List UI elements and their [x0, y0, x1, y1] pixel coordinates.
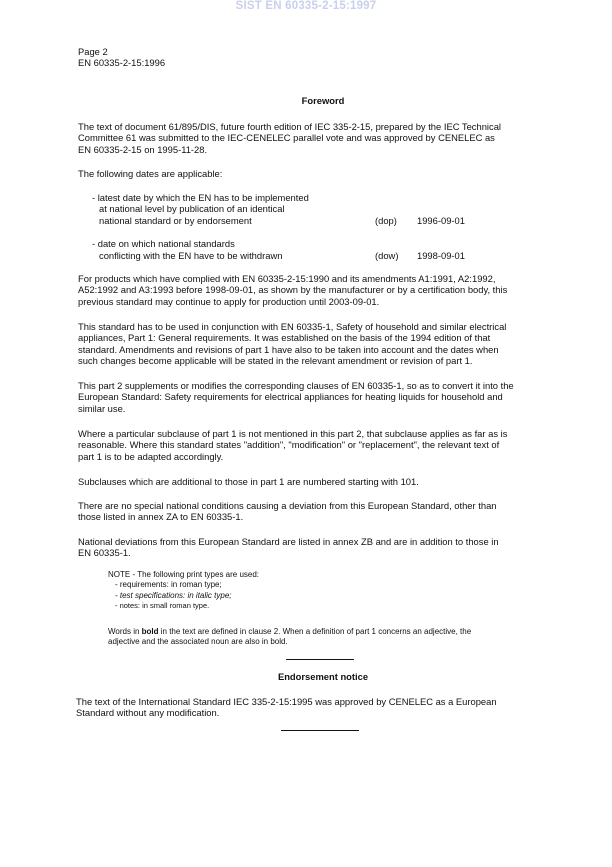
endorsement-line: Standard without any modification. [76, 707, 220, 719]
date-abbr: (dow) [375, 249, 399, 261]
paragraph-numbered [78, 476, 568, 487]
date-desc-line: - date on which national standards [92, 238, 235, 250]
section-divider [286, 659, 354, 660]
print-types-note [108, 570, 568, 612]
paragraph-line: similar use. [78, 402, 126, 414]
date-entry-dop [92, 192, 512, 226]
watermark: SIST EN 60335-2-15:1997 [235, 0, 377, 12]
note-line: adjective and the associated noun are also in bold. [108, 637, 288, 647]
paragraph-line: such changes become applicable will be stated in the relevant amendment or revision of part 1. [78, 355, 473, 367]
paragraph-line: There are no special national conditions causing a deviation from this European Standard, other than [78, 500, 497, 511]
date-desc-line: - latest date by which the EN has to be implemented [92, 192, 309, 203]
bold-words-note [108, 627, 568, 648]
paragraph-line: EN 60335-1. [78, 547, 131, 559]
document-id: EN 60335-2-15:1996 [78, 57, 166, 68]
note-title: NOTE - The following print types are used: [108, 570, 260, 579]
endorsement-heading: Endorsement notice [277, 671, 369, 682]
page-number: Page 2 [78, 46, 108, 57]
intro-line: Committee 61 was submitted to the IEC-CENELEC parallel vote and was approved by CENELEC as [78, 132, 495, 144]
endorsement-text [76, 696, 566, 719]
note-item: - requirements: in roman type; [115, 580, 222, 590]
paragraph-line: National deviations from this European Standard are listed in annex ZB and are in addition to those in [78, 536, 499, 547]
date-desc-line: at national level by publication of an identical [99, 203, 285, 215]
paragraph-line: European Standard: Safety requirements for electrical appliances for heating liquids for household and [78, 391, 503, 403]
paragraph-line: those listed in annex ZA to EN 60335-1. [78, 511, 244, 523]
paragraph-line: appliances, Part 1: General requirements. It was established on the basis of the 1994 edition of that [78, 332, 491, 344]
date-entry-dow [92, 238, 512, 261]
date-desc-line: national standard or by endorsement [99, 214, 252, 226]
paragraph-line: This part 2 supplements or modifies the corresponding clauses of EN 60335-1, so as to convert it into the [78, 380, 514, 391]
page-header [78, 46, 165, 68]
paragraph-deviations [78, 536, 568, 559]
paragraph-line: part 1 is to be adapted accordingly. [78, 450, 224, 462]
paragraph-supplements [78, 380, 568, 414]
date-abbr: (dop) [375, 214, 397, 226]
paragraph-subclause [78, 428, 568, 462]
note-item: - test specifications: in italic type; [115, 590, 232, 600]
paragraph-line: A52:1992 and A3:1993 before 1998-09-01, as shown by the manufacturer or by a certification body, this [78, 284, 508, 296]
paragraph-products [78, 273, 568, 307]
intro-line: The text of document 61/895/DIS, future fourth edition of IEC 335-2-15, prepared by the IEC Technical [78, 121, 501, 132]
dates-intro: The following dates are applicable: [78, 168, 223, 179]
date-value: 1996-09-01 [417, 214, 465, 226]
paragraph-line: For products which have complied with EN 60335-2-15:1990 and its amendments A1:1991, A2:1992, [78, 273, 496, 284]
note-line: Words in bold in the text are defined in clause 2. When a definition of part 1 concerns an adjective, the [108, 627, 472, 636]
date-desc-line: conflicting with the EN have to be withdrawn [99, 249, 283, 261]
paragraph-line: standard. Amendments and revisions of part 1 have also to be taken into account and the dates when [78, 343, 499, 355]
paragraph-conjunction [78, 321, 568, 367]
paragraph-conditions [78, 500, 568, 523]
paragraph-line: previous standard may continue to apply for production until 2003-09-01. [78, 295, 380, 307]
closing-divider [281, 730, 359, 731]
paragraph-line: This standard has to be used in conjunction with EN 60335-1, Safety of household and similar electrical [78, 321, 507, 332]
foreword-heading: Foreword [301, 95, 345, 106]
paragraph-line: Subclauses which are additional to those in part 1 are numbered starting with 101. [78, 476, 419, 487]
date-value: 1998-09-01 [417, 249, 465, 261]
paragraph-line: reasonable. Where this standard states "addition", "modification" or "replacement", the relevant text of [78, 439, 500, 451]
intro-line: EN 60335-2-15 on 1995-11-28. [78, 143, 208, 155]
paragraph-line: Where a particular subclause of part 1 is not mentioned in this part 2, that subclause applies as far as is [78, 428, 508, 439]
foreword-intro [78, 121, 568, 155]
note-item: - notes: in small roman type. [115, 601, 210, 611]
dates-list [92, 192, 512, 261]
endorsement-line: The text of the International Standard IEC 335-2-15:1995 was approved by CENELEC as a European [76, 696, 497, 707]
